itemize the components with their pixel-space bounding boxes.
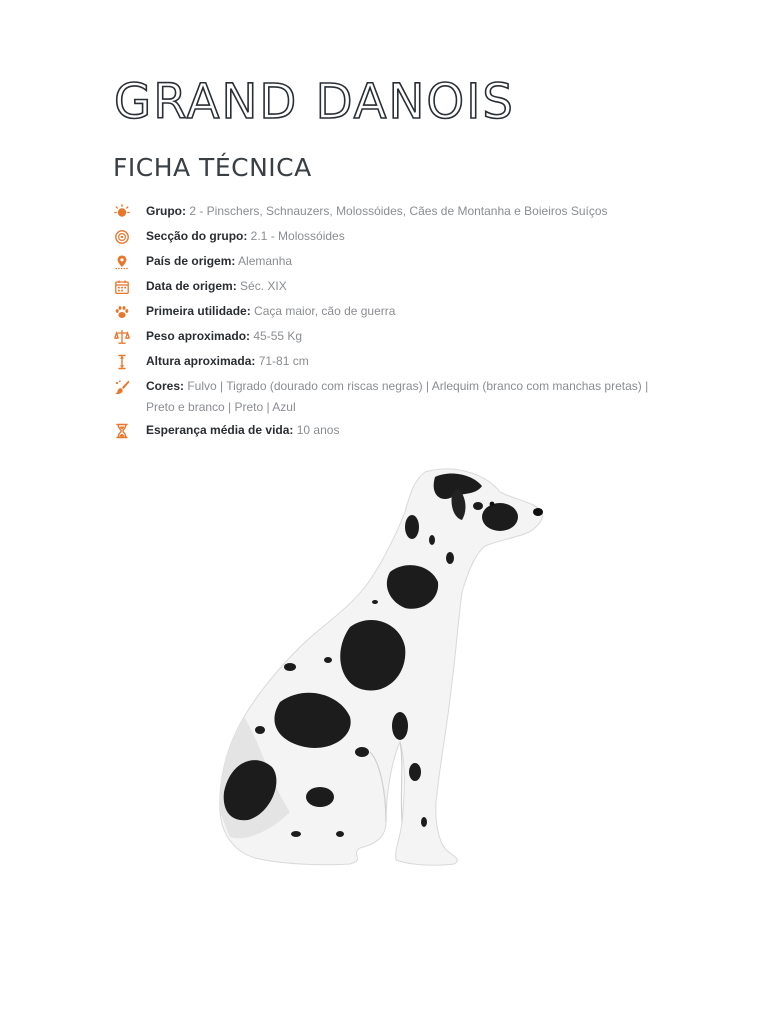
- fact-item-colors: [114, 376, 674, 418]
- fact-item-life-expectancy: [114, 420, 674, 441]
- scale-icon: [114, 329, 130, 345]
- fact-item-origin-country: [114, 251, 674, 272]
- map-pin-icon: [114, 254, 130, 270]
- fact-value: 2.1 - Molossóides: [247, 229, 345, 243]
- hourglass-icon: [114, 423, 130, 439]
- fact-value: Séc. XIX: [236, 279, 287, 293]
- brush-icon: [114, 379, 130, 395]
- fact-value: Caça maior, cão de guerra: [250, 304, 396, 318]
- paw-icon: [114, 304, 130, 320]
- fact-item-group: [114, 201, 674, 222]
- page-title: GRAND DANOIS: [114, 74, 515, 130]
- fact-label: Grupo:: [146, 204, 186, 218]
- page-subtitle: FICHA TÉCNICA: [113, 153, 312, 182]
- badge-icon: [114, 229, 130, 245]
- sun-icon: [114, 204, 130, 220]
- fact-value: 2 - Pinschers, Schnauzers, Molossóides, Cães de Montanha e Boieiros Suíços: [186, 204, 608, 218]
- fact-value: Fulvo | Tigrado (dourado com riscas negras) | Arlequim (branco com manchas pretas) | Preto e branco | Preto | Azul: [146, 379, 649, 414]
- fact-label: Peso aproximado:: [146, 329, 251, 343]
- fact-label: Secção do grupo:: [146, 229, 248, 243]
- fact-value: 45-55 Kg: [250, 329, 303, 343]
- fact-value: 10 anos: [293, 423, 340, 437]
- calendar-icon: [114, 279, 130, 295]
- fact-item-origin-date: [114, 276, 674, 297]
- fact-value: Alemanha: [235, 254, 293, 268]
- fact-label: Altura aproximada:: [146, 354, 256, 368]
- fact-label: Data de origem:: [146, 279, 237, 293]
- fact-item-first-use: [114, 301, 674, 322]
- fact-item-weight: [114, 326, 674, 347]
- fact-list: [114, 201, 674, 445]
- fact-item-height: [114, 351, 674, 372]
- fact-label: Primeira utilidade:: [146, 304, 251, 318]
- fact-item-section: [114, 226, 674, 247]
- fact-label: Esperança média de vida:: [146, 423, 294, 437]
- height-icon: [114, 354, 130, 370]
- fact-value: 71-81 cm: [255, 354, 309, 368]
- fact-label: País de origem:: [146, 254, 236, 268]
- fact-label: Cores:: [146, 379, 185, 393]
- dog-photo: [200, 462, 560, 872]
